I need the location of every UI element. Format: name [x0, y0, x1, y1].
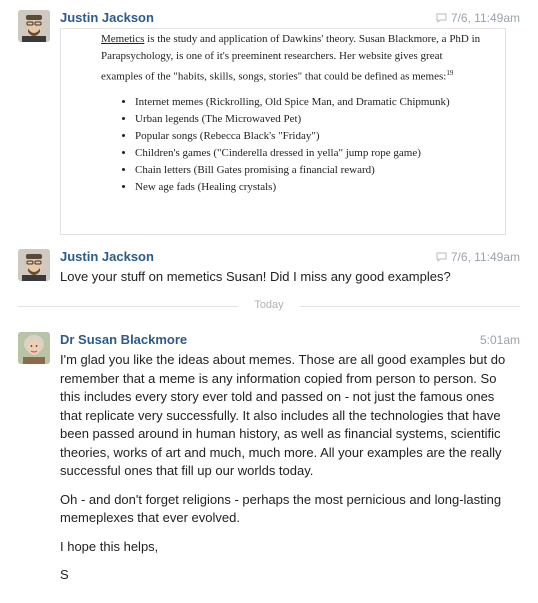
speech-bubble-icon: [436, 251, 447, 265]
excerpt-text: is the study and application of Dawkins' theory. Susan Blackmore, a PhD in Parapsychology, is one of it's preeminent researchers. Her website gives great examples of the "habits, skills, songs, stories" that could be defined as memes:: [101, 33, 481, 83]
avatar-justin-jackson[interactable]: [18, 10, 50, 42]
message-justin-text: [18, 249, 520, 291]
list-item: • Popular songs (Rebecca Black's "Friday"): [135, 128, 485, 145]
divider-label: Today: [254, 299, 284, 311]
message-body: [60, 351, 512, 595]
author-name[interactable]: Justin Jackson: [60, 249, 154, 264]
author-name[interactable]: Dr Susan Blackmore: [60, 332, 188, 347]
message-timestamp: [436, 11, 520, 26]
list-item: • New age fads (Healing crystals): [135, 179, 485, 196]
message-paragraph: S: [60, 567, 69, 582]
list-item: • Urban legends (The Microwaved Pet): [135, 111, 485, 128]
speech-bubble-icon: [436, 12, 447, 26]
quoted-excerpt: [60, 28, 506, 235]
avatar-justin-jackson[interactable]: [18, 249, 50, 281]
excerpt-list: [119, 94, 485, 196]
list-item: • Internet memes (Rickrolling, Old Spice Man, and Dramatic Chipmunk): [135, 94, 485, 111]
timestamp-text: 5:01am: [479, 333, 520, 347]
excerpt-paragraph: [101, 31, 485, 86]
timestamp-text: 7/6, 11:49am: [450, 250, 520, 264]
avatar-susan-blackmore[interactable]: [18, 332, 50, 364]
excerpt-term: Memetics: [101, 33, 145, 45]
message-susan: [18, 332, 520, 594]
message-paragraph: Oh - and don't forget religions - perhaps the most pernicious and long-lasting memeplexes that ever evolved.: [60, 491, 502, 525]
day-divider: [18, 299, 520, 311]
message-body: Love your stuff on memetics Susan! Did I miss any good examples?: [60, 269, 451, 284]
message-timestamp: [436, 250, 520, 265]
footnote-marker: 19: [446, 69, 454, 77]
list-item: • Children's games ("Cinderella dressed in yella" jump rope game): [135, 145, 485, 162]
author-name[interactable]: Justin Jackson: [60, 10, 154, 25]
message-timestamp: [480, 333, 520, 347]
message-paragraph: I hope this helps,: [60, 538, 159, 554]
timestamp-text: 7/6, 11:49am: [450, 11, 520, 25]
list-item: • Chain letters (Bill Gates promising a financial reward): [135, 162, 485, 179]
message-paragraph: I'm glad you like the ideas about memes. Those are all good examples but do remember that a meme is any information copied from person to person. So this includes every story ever told and passed on - not just the famous ones that replicate very successfully. It also includes all the technologies that have been passed around in human history, as well as financial systems, scientific theories, works of art and much, much more. All your examples are the really successful ones that fill up our worlds today.: [60, 352, 506, 478]
